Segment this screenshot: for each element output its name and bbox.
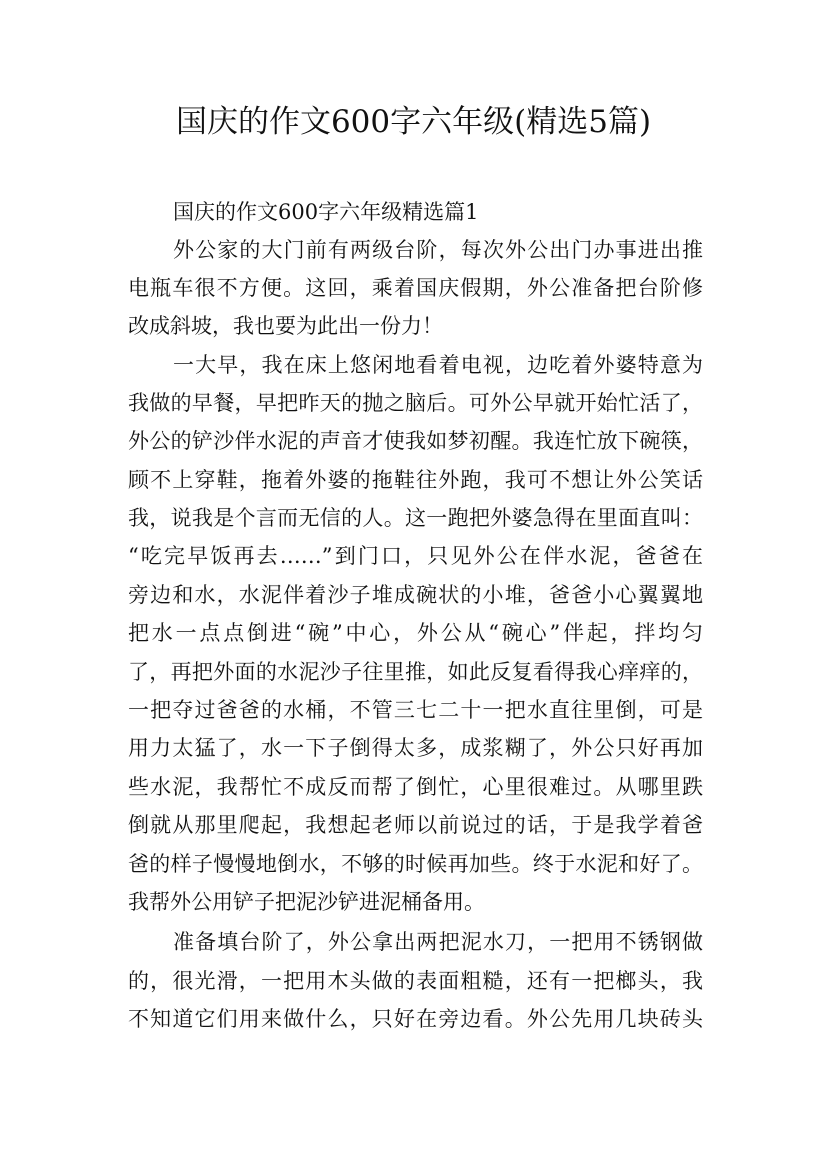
paragraph-line: 准备填台阶了，外公拿出两把泥水刀，一把用不锈钢做 [173,930,703,954]
paragraph-line: 一把夺过爸爸的水桶，不管三七二十一把水直往里倒，可是 [128,698,703,722]
paragraph-line: 的，很光滑，一把用木头做的表面粗糙，还有一把榔头，我 [128,969,703,993]
section-heading: 国庆的作文600字六年级精选篇1 [173,200,479,224]
paragraph-line: 顾不上穿鞋，拖着外婆的拖鞋往外跑，我可不想让外公笑话 [128,468,703,492]
paragraph-line: 外公家的大门前有两级台阶，每次外公出门办事进出推 [173,238,703,262]
paragraph-line: 把水一点点倒进“碗”中心，外公从“碗心”伴起，拌均匀 [128,621,703,645]
paragraph-line: 电瓶车很不方便。这回，乘着国庆假期，外公准备把台阶修 [128,276,703,300]
paragraph-line: 倒就从那里爬起，我想起老师以前说过的话，于是我学着爸 [128,813,703,837]
paragraph-line: 爸的样子慢慢地倒水，不够的时候再加些。终于水泥和好了。 [128,852,703,876]
paragraph-line: 不知道它们用来做什么，只好在旁边看。外公先用几块砖头 [128,1007,703,1031]
paragraph-line: 我做的早餐，早把昨天的抛之脑后。可外公早就开始忙活了， [128,391,703,415]
paragraph-line: 改成斜坡，我也要为此出一份力！ [128,314,443,338]
document-title: 国庆的作文600字六年级(精选5篇) [175,104,652,140]
paragraph-line: 我帮外公用铲子把泥沙铲进泥桶备用。 [128,890,485,914]
paragraph-line: 了，再把外面的水泥沙子往里推，如此反复看得我心痒痒的， [128,660,703,684]
paragraph-line: 我，说我是个言而无信的人。这一跑把外婆急得在里面直叫： [128,506,703,530]
paragraph-line: 旁边和水，水泥伴着沙子堆成碗状的小堆，爸爸小心翼翼地 [128,583,703,607]
paragraph-line: 用力太猛了，水一下子倒得太多，成浆糊了，外公只好再加 [128,736,703,760]
paragraph-line: “吃完早饭再去……”到门口，只见外公在伴水泥，爸爸在 [128,544,703,568]
paragraph-line: 一大早，我在床上悠闲地看着电视，边吃着外婆特意为 [173,353,703,377]
paragraph-line: 外公的铲沙伴水泥的声音才使我如梦初醒。我连忙放下碗筷， [128,429,703,453]
paragraph-line: 些水泥，我帮忙不成反而帮了倒忙，心里很难过。从哪里跌 [128,775,703,799]
